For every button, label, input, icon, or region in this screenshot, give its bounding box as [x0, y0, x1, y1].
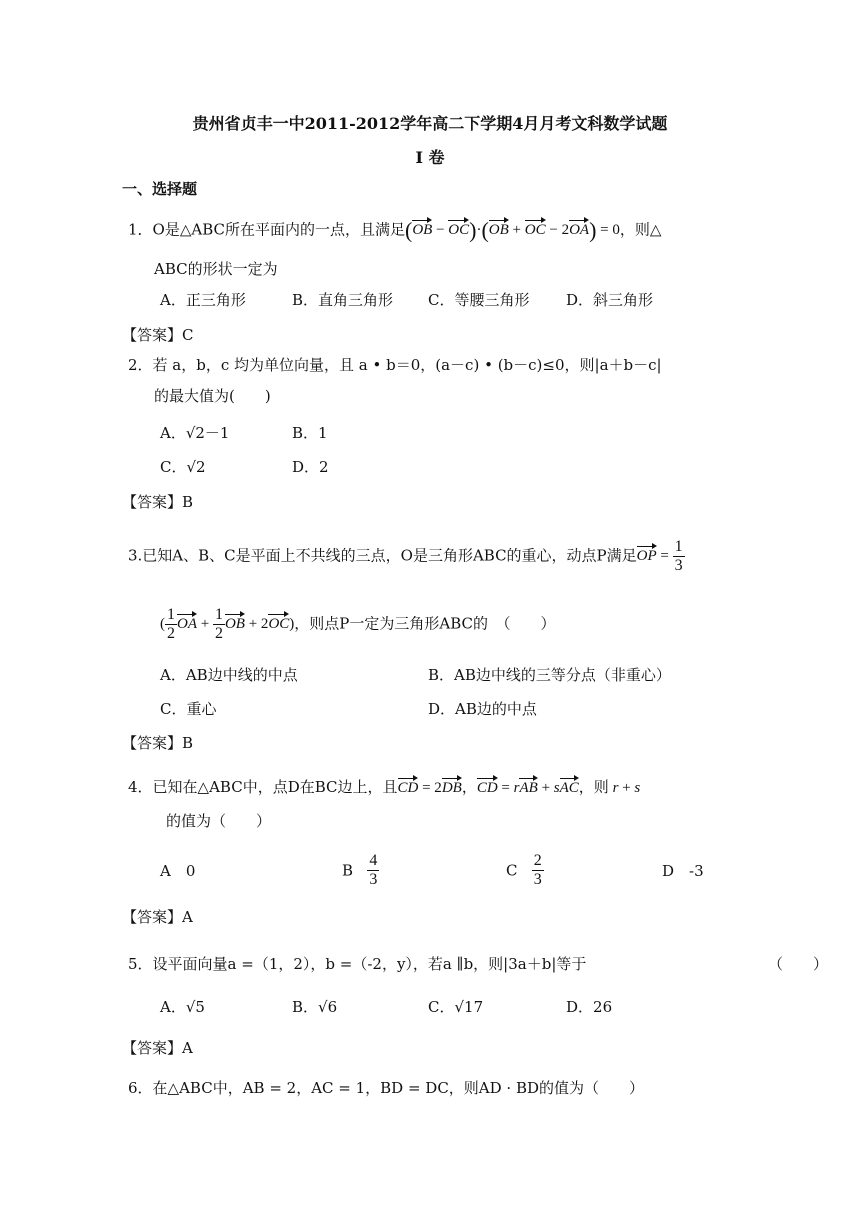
q1-continuation: ABC的形状一定为 [154, 260, 278, 278]
q1-option-d: D．斜三角形 [566, 291, 654, 309]
q3-answer: 【答案】B [122, 734, 194, 752]
question-3 [128, 538, 685, 576]
page-title: 贵州省贞丰一中2011-2012学年高二下学期4月月考文科数学试题 [192, 114, 668, 133]
q1-answer: 【答案】C [122, 326, 194, 344]
q1-lead: 1．O是△ABC所在平面内的一点，且满足 [128, 220, 405, 239]
q5-answer-paren: （ ） [768, 955, 829, 973]
q2-option-d: D．2 [292, 458, 329, 476]
q4-option-d: D -3 [662, 862, 704, 880]
volume-label: I 卷 [415, 148, 445, 167]
q5-option-a: A．√5 [160, 998, 205, 1016]
q4-formula: CD = 2DB，CD = rAB + sAC，则 r + s [397, 780, 641, 796]
q2-option-b: B．1 [292, 424, 328, 442]
q3-option-d: D．AB边的中点 [428, 700, 537, 718]
q4-continuation: 的值为（ ） [166, 812, 272, 830]
question-1 [128, 220, 661, 242]
q3-option-b: B．AB边中线的三等分点（非重心） [428, 666, 671, 684]
q1-option-b: B．直角三角形 [292, 291, 394, 309]
question-4 [128, 778, 640, 796]
q5-answer: 【答案】A [122, 1039, 193, 1057]
q1-tail: ，则△ [619, 220, 662, 239]
q3-formula-sum: ( $\frac{1}{2}$ OA + $\frac{1}{2}$ OB + 2OC) [160, 606, 295, 643]
q4-answer: 【答案】A [122, 908, 193, 926]
section-heading: 一、选择题 [122, 180, 198, 198]
q5-option-b: B．√6 [292, 998, 338, 1016]
q3-text: 3.已知A、B、C是平面上不共线的三点，O是三角形ABC的重心，动点P满足 [128, 546, 637, 565]
q2-answer: 【答案】B [122, 493, 194, 511]
q4-option-a: A 0 [160, 862, 196, 880]
q3-formula-op: OP = $\frac{1}{3}$ [636, 538, 683, 575]
q4-option-b: B $\frac{4}{3}$ [342, 852, 378, 889]
q4-option-c: C $\frac{2}{3}$ [506, 852, 542, 889]
q3-option-a: A．AB边中线的中点 [160, 666, 298, 684]
q3-tail: ，则点P一定为三角形ABC的 （ ） [294, 614, 556, 633]
q1-option-c: C．等腰三角形 [428, 291, 530, 309]
q3-continuation [160, 606, 556, 644]
q2-option-a: A．√2－1 [160, 424, 230, 442]
question-6: 6．在△ABC中，AB = 2，AC = 1，BD = DC，则AD · BD的值为（ ） [128, 1079, 645, 1097]
q1-formula: (OB − OC)·(OB + OC − 2OA) = 0 [405, 218, 620, 243]
q1-option-a: A．正三角形 [160, 291, 246, 309]
q2-continuation: 的最大值为( ) [154, 387, 271, 405]
question-5: 5．设平面向量a =（1，2），b =（-2，y），若a ∥b，则|3a＋b|等于 [128, 955, 587, 973]
question-2: 2．若 a，b，c 均为单位向量，且 a • b＝0，(a－c) • (b－c)≤0，则|a＋b－c| [128, 356, 662, 374]
q3-option-c: C．重心 [160, 700, 217, 718]
q5-option-d: D．26 [566, 998, 613, 1016]
q5-option-c: C．√17 [428, 998, 484, 1016]
q2-option-c: C．√2 [160, 458, 206, 476]
q4-text: 4．已知在△ABC中，点D在BC边上，且 [128, 778, 398, 796]
